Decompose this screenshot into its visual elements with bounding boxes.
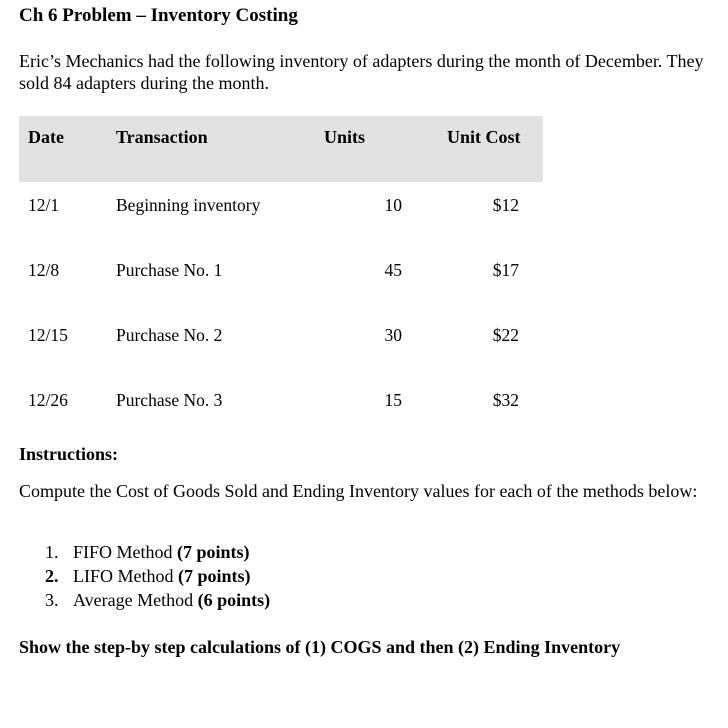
header-unit-cost: Unit Cost xyxy=(447,127,521,147)
table-row xyxy=(19,182,543,247)
cell-unit-cost: $22 xyxy=(492,325,519,345)
closing-instruction: Show the step-by step calculations of (1) COGS and then (2) Ending Inventory xyxy=(19,637,621,657)
header-transaction: Transaction xyxy=(116,127,208,147)
cell-units: 10 xyxy=(384,195,402,215)
cell-date: 12/8 xyxy=(28,260,60,280)
instructions-heading: Instructions: xyxy=(19,444,119,464)
method-name: Average Method xyxy=(73,590,194,610)
method-name: LIFO Method xyxy=(73,566,174,586)
cell-transaction: Purchase No. 2 xyxy=(116,325,223,345)
list-number: 2. xyxy=(45,566,59,586)
cell-unit-cost: $12 xyxy=(492,195,519,215)
method-line xyxy=(73,564,251,588)
cell-transaction: Purchase No. 1 xyxy=(116,260,223,280)
list-number: 1. xyxy=(45,542,59,562)
cell-transaction: Purchase No. 3 xyxy=(116,390,223,410)
list-number: 3. xyxy=(45,590,59,610)
cell-date: 12/1 xyxy=(28,195,60,215)
cell-units: 15 xyxy=(384,390,402,410)
cell-date: 12/15 xyxy=(28,325,68,345)
cell-unit-cost: $17 xyxy=(492,260,519,280)
cell-units: 45 xyxy=(384,260,402,280)
method-line xyxy=(73,588,270,612)
cell-date: 12/26 xyxy=(28,390,68,410)
method-points: (6 points) xyxy=(197,590,271,610)
header-units: Units xyxy=(324,127,366,147)
cell-units: 30 xyxy=(384,325,402,345)
cell-transaction: Beginning inventory xyxy=(116,195,261,215)
table-row xyxy=(19,377,543,442)
cell-unit-cost: $32 xyxy=(492,390,519,410)
table-row xyxy=(19,247,543,312)
method-points: (7 points) xyxy=(177,542,250,562)
table-row xyxy=(19,312,543,377)
instructions-body: Compute the Cost of Goods Sold and Ending Inventory values for each of the methods below: xyxy=(19,481,698,501)
table-header-row xyxy=(19,116,543,182)
method-points: (7 points) xyxy=(178,566,251,586)
method-name: FIFO Method xyxy=(73,542,173,562)
header-date: Date xyxy=(28,127,64,147)
page-title: Ch 6 Problem – Inventory Costing xyxy=(19,5,298,26)
intro-paragraph: Eric’s Mechanics had the following inventory of adapters during the month of December. They sold 84 adapters during the month. xyxy=(19,51,704,93)
inventory-table xyxy=(19,116,543,442)
method-line xyxy=(73,540,250,564)
